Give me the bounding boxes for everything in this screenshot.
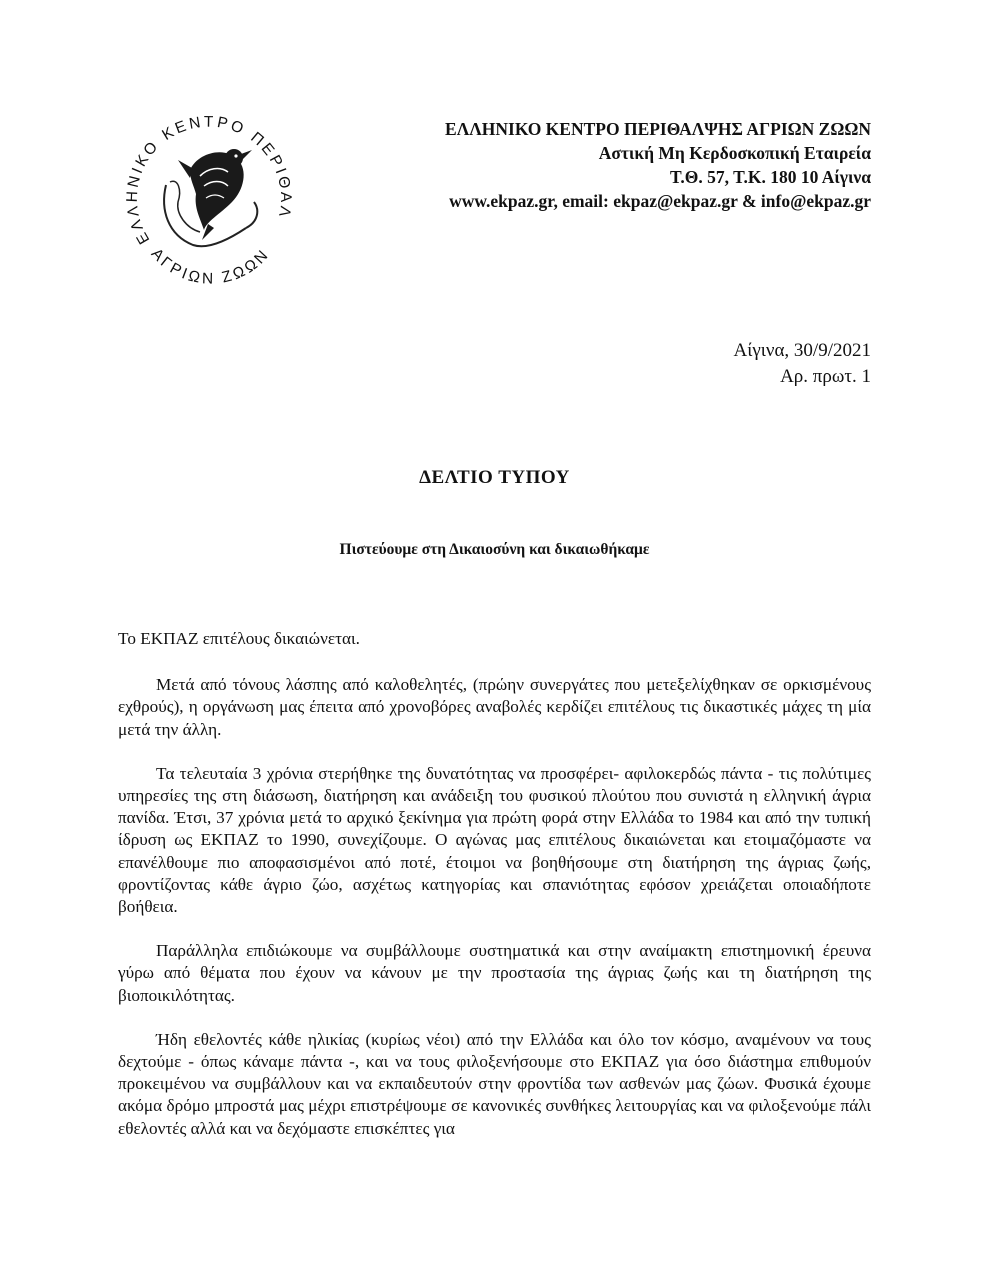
logo-arc-bottom-text: ΑΓΡΙΩΝ ΖΩΩΝ [147, 245, 274, 288]
bird-in-hands-icon [108, 90, 308, 290]
body-paragraph-5: Ήδη εθελοντές κάθε ηλικίας (κυρίως νέοι) από την Ελλάδα και όλο τον κόσμο, αναμένουν να τους δεχτούμε - όπως κάναμε πάντα -, και να τους φιλοξενήσουμε στο ΕΚΠΑΖ για όσο διάστημα επιθυμούν προκειμένου να συμβάλλουν και να εκπαιδευτούν στην φροντίδα των ασθενών μας ζώων. Φυσικά έχουμε ακόμα δρόμο μπροστά μας μέχρι επιστρέψουμε σε κανονικές συνθήκες λειτουργίας και να φιλοξενούμε πάλι εθελοντές αλλά και να δεχόμαστε επισκέπτες για [118, 1029, 871, 1138]
organization-name: ΕΛΛΗΝΙΚΟ ΚΕΝΤΡΟ ΠΕΡΙΘΑΛΨΗΣ ΑΓΡΙΩΝ ΖΩΩΝ [445, 119, 871, 139]
document-subtitle: Πιστεύουμε στη Δικαιοσύνη και δικαιωθήκαμε [339, 541, 650, 558]
organization-address: Τ.Θ. 57, Τ.Κ. 180 10 Αίγινα [670, 167, 871, 187]
organization-contact: www.ekpaz.gr, email: ekpaz@ekpaz.gr & info@ekpaz.gr [449, 191, 871, 211]
body-paragraph-3: Τα τελευταία 3 χρόνια στερήθηκε της δυνατότητας να προσφέρει- αφιλοκερδώς πάντα - τις πολύτιμες υπηρεσίες της στη διάσωση, διατήρηση και ανάδειξη του φυσικού πλούτου που συνιστά η ελληνική άγρια πανίδα. Έτσι, 37 χρόνια μετά το αρχικό ξεκίνημα για πρώτη φορά στην Ελλάδα το 1984 και από την τυπική ίδρυση ως ΕΚΠΑΖ το 1990, συνεχίζουμε. Ο αγώνας μας επιτέλους δικαιώνεται και ετοιμαζόμαστε να επανέλθουμε πιο αποφασισμένοι από ποτέ, έτοιμοι να βοηθήσουμε στη διατήρηση της άγριας ζωής, φροντίζοντας κάθε άγριο ζώο, ασχέτως κατηγορίας και σπανιότητας εφόσον χρειάζεται οποιαδήποτε βοήθεια. [118, 763, 871, 917]
body-paragraph-2: Μετά από τόνους λάσπης από καλοθελητές, (πρώην συνεργάτες που μετεξελίχθηκαν σε ορκισμένους εχθρούς), η οργάνωση μας έπειτα από χρονοβόρες αναβολές κερδίζει επιτέλους τις δικαστικές μάχες τη μία μετά την άλλη. [118, 675, 871, 739]
organization-logo [108, 90, 308, 290]
body-paragraph-1: Το ΕΚΠΑΖ επιτέλους δικαιώνεται. [118, 629, 360, 648]
organization-type: Αστική Μη Κερδοσκοπική Εταιρεία [598, 143, 871, 163]
letterhead [445, 117, 871, 213]
protocol-number: Αρ. πρωτ. 1 [780, 366, 871, 387]
document-body [118, 628, 871, 1162]
document-date: Αίγινα, 30/9/2021 [733, 340, 871, 361]
document-title: ΔΕΛΤΙΟ ΤΥΠΟΥ [419, 467, 570, 488]
date-block [734, 338, 871, 390]
logo-arc-top-text: ΕΛΛΗΝΙΚΟ ΚΕΝΤΡΟ ΠΕΡΙΘΑΛ [123, 113, 294, 247]
body-paragraph-4: Παράλληλα επιδιώκουμε να συμβάλλουμε συστηματικά και στην αναίμακτη επιστημονική έρευνα γύρω από θέματα που έχουν να κάνουν με την προστασία της άγριας ζωής και τη διατήρηση της βιοποικιλότητας. [118, 941, 871, 1005]
